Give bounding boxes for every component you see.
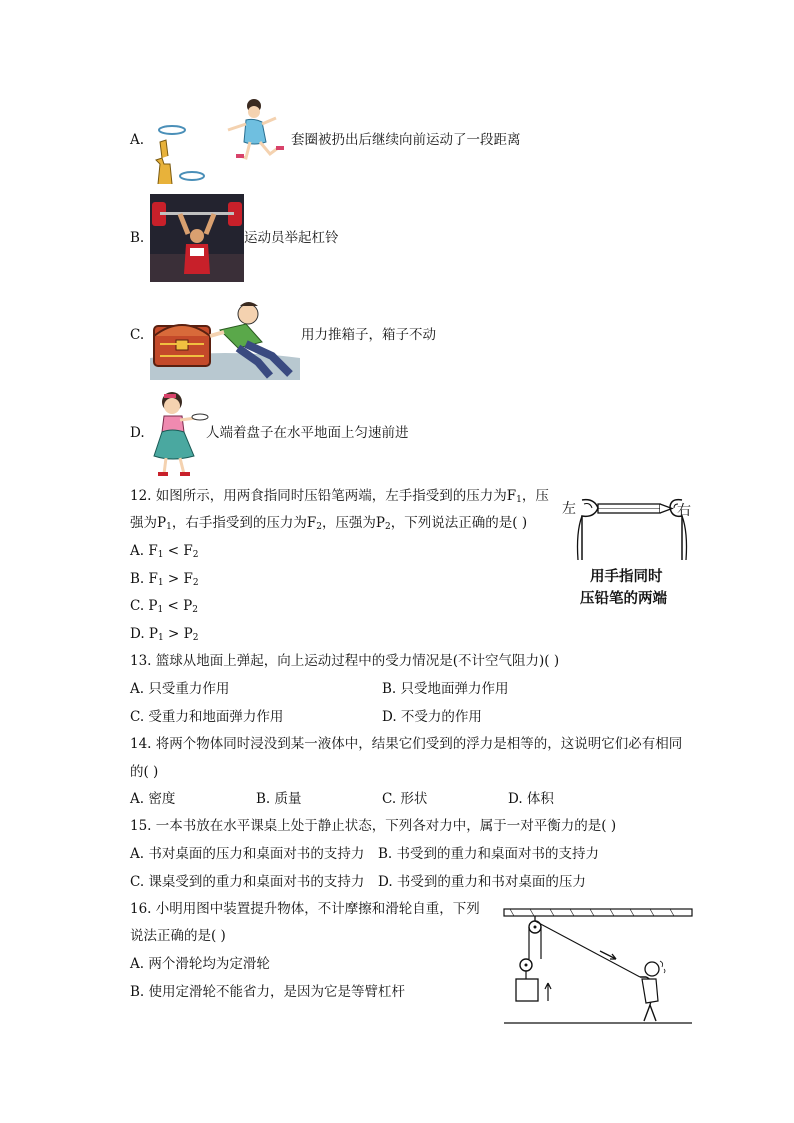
figure-label-left: 左 [562, 501, 576, 517]
q12-option-b-mid: > F [163, 571, 193, 587]
q12-stem-line2-sub2: 2 [316, 522, 322, 532]
q11-option-a-letter: A. [130, 132, 145, 148]
figure-caption-line2: 压铅笔的两端 [580, 591, 667, 607]
q12-option-d-head: D. P [130, 626, 159, 642]
q13-stem: 13. 篮球从地面上弹起，向上运动过程中的受力情况是(不计空气阻力)( ) [130, 653, 560, 669]
q14-option-a: A. 密度 [130, 791, 176, 807]
q12-option-a-sub2: 2 [192, 550, 199, 560]
q13-option-c: C. 受重力和地面弹力作用 [130, 709, 284, 725]
q12-stem-line1-b: ，压 [521, 488, 549, 504]
q12-option-d [130, 625, 198, 647]
q16-stem-line2: 说法正确的是( ) [130, 928, 226, 944]
q12-option-b [130, 570, 199, 592]
q12-stem-line2-sub1: 1 [166, 522, 172, 532]
ring-toss-illustration [150, 98, 290, 186]
q13-option-b: B. 只受地面弹力作用 [382, 681, 509, 697]
q12-stem-line2-c: ，压强为P [321, 515, 386, 531]
figure-caption-line1: 用手指同时 [590, 569, 663, 585]
q14-option-c: C. 形状 [382, 791, 428, 807]
q12-option-d-sub1: 1 [158, 633, 164, 643]
q12-stem-line2-d: ，下列说法正确的是( ) [390, 515, 528, 531]
weightlifter-photo [150, 194, 244, 282]
q16-option-a: A. 两个滑轮均为定滑轮 [130, 956, 270, 972]
q15-option-a: A. 书对桌面的压力和桌面对书的支持力 [130, 846, 365, 862]
q14-option-b: B. 质量 [256, 791, 302, 807]
push-box-illustration [150, 296, 300, 380]
q11-option-a-text: 套圈被扔出后继续向前运动了一段距离 [291, 132, 521, 148]
q13-option-a: A. 只受重力作用 [130, 681, 230, 697]
q12-option-b-sub2: 2 [192, 578, 199, 588]
q15-option-b: B. 书受到的重力和桌面对书的支持力 [378, 846, 600, 862]
q13-option-d: D. 不受力的作用 [382, 709, 482, 725]
q12-option-c-sub1: 1 [157, 605, 164, 615]
girl-with-plate-illustration [150, 388, 208, 478]
q12-option-a-head: A. F [130, 543, 158, 559]
q12-option-b-head: B. F [130, 571, 158, 587]
q15-stem: 15. 一本书放在水平课桌上处于静止状态，下列各对力中，属于一对平衡力的是( ) [130, 818, 617, 834]
q12-option-c-head: C. P [130, 598, 158, 614]
q12-stem-line2-b: ，右手指受到的压力为F [171, 515, 317, 531]
q12-option-a-sub1: 1 [157, 550, 164, 560]
q12-stem-line1-a: 12. 如图所示，用两食指同时压铅笔两端，左手指受到的压力为F [130, 488, 517, 504]
q12-option-d-sub2: 2 [192, 633, 199, 643]
q12-option-c [130, 597, 198, 619]
q11-option-c-letter: C. [130, 327, 145, 343]
q11-option-c-text: 用力推箱子，箱子不动 [301, 327, 436, 343]
q14-stem-line2: 的( ) [130, 764, 159, 780]
q12-stem-line2-sub3: 2 [385, 522, 391, 532]
q16-option-b: B. 使用定滑轮不能省力，是因为它是等臂杠杆 [130, 984, 406, 1000]
figure-label-right: 右 [677, 503, 691, 519]
q11-option-d-letter: D. [130, 425, 145, 441]
pulley-system-figure [500, 905, 695, 1027]
q12-option-a [130, 542, 198, 564]
q12-option-d-mid: > P [163, 626, 193, 642]
q12-option-a-mid: < F [163, 543, 193, 559]
q14-stem-line1: 14. 将两个物体同时浸没到某一液体中，结果它们受到的浮力是相等的，这说明它们必有相同 [130, 736, 683, 752]
q11-option-d-text: 人端着盘子在水平地面上匀速前进 [206, 425, 409, 441]
q11-option-b-letter: B. [130, 230, 145, 246]
q12-stem-line1-sub: 1 [516, 495, 522, 505]
q12-stem-line2 [130, 514, 527, 536]
q16-stem-line1: 16. 小明用图中装置提升物体，不计摩擦和滑轮自重，下列 [130, 901, 480, 917]
q15-option-c: C. 课桌受到的重力和桌面对书的支持力 [130, 874, 365, 890]
q12-option-c-sub2: 2 [192, 605, 198, 615]
q11-option-b-text: 运动员举起杠铃 [244, 230, 339, 246]
q12-option-c-mid: < P [163, 598, 193, 614]
q12-option-b-sub1: 1 [157, 578, 164, 588]
q15-option-d: D. 书受到的重力和书对桌面的压力 [378, 874, 586, 890]
q12-stem-line1 [130, 487, 549, 509]
q12-stem-line2-a: 强为P [130, 515, 167, 531]
q14-option-d: D. 体积 [508, 791, 554, 807]
